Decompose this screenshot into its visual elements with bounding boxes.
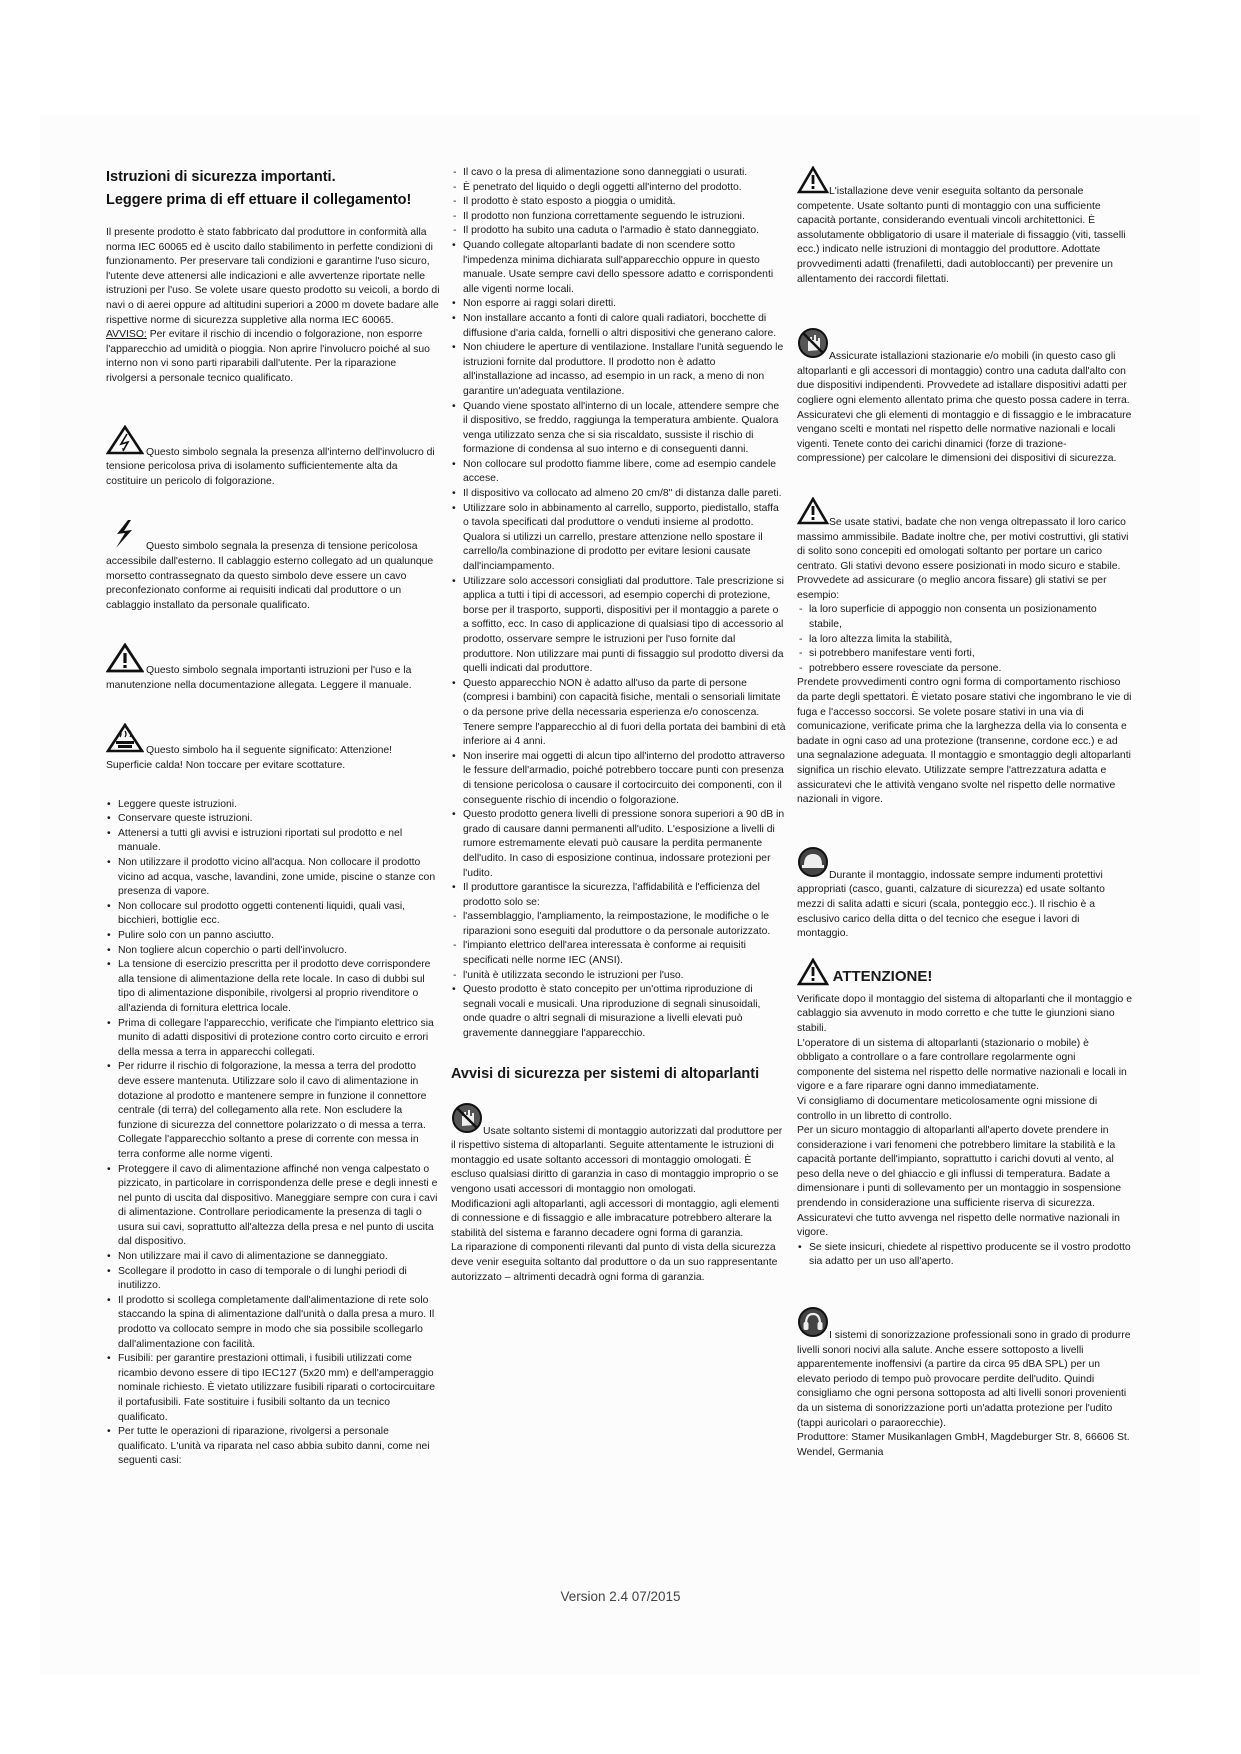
stands-tail-paragraph: Prendete provvedimenti contro ogni forma di comportamento rischioso da parte degli spettatori. È vietato posare stativi che ingombrano le vie di fuga e l'accesso soccorsi. Se volete posare stativi in una via di comunicazione, verificate prima che la larghezza della via lo consenta e badate in ogni caso ad una protezione (transenne, cordone ecc.) e ad una segnalazione adeguata. Il montaggio e smontaggio degli altoparlanti significa un rischio elevato. Utilizzate sempre l'attrezzatura adatta e assicuratevi che le attività vengano svolte nel rispetto delle normative nazionali in vigore.	[797, 677, 1132, 806]
list-item: - potrebbero essere rovesciate da persone.	[797, 662, 1132, 677]
column-right	[797, 166, 1132, 1460]
list-item: • Pulire solo con un panno asciutto.	[106, 929, 440, 944]
protective-gear-block	[797, 846, 1132, 942]
producer-address: Produttore: Stamer Musikanlagen GmbH, Magdeburger Str. 8, 66606 St. Wendel, Germania	[797, 1432, 1130, 1458]
list-item: - Il prodotto ha subito una caduta o l'armadio è stato danneggiato.	[451, 224, 786, 239]
avviso-paragraph	[106, 328, 440, 386]
instruction-list-last	[451, 983, 786, 1041]
list-item: • Quando viene spostato all'interno di un locale, attendere sempre che il dispositivo, se freddo, raggiunga la temperatura ambiente. Qualora venga utilizzato senza che si sia riscaldato, sussiste il rischio di formazione di condensa al suo interno e di conseguenti danni.	[451, 400, 786, 458]
list-item: • Non collocare sul prodotto oggetti contenenti liquidi, quali vasi, bicchieri, bottiglie ecc.	[106, 900, 440, 929]
attention-paragraph-4: Per un sicuro montaggio di altoparlanti all'aperto dovete prendere in considerazione i vari fenomeni che potrebbero limitare la stabilità e la capacità portante dell'impianto, soprattutto i carichi dovuti al vento, al peso della neve o del ghiaccio e gli influssi di temperatura. Badate a dimensionare i punti di sollevamento per un montaggio in sospensione prendendo in considerazione una sufficiente riserva di sicurezza. Assicuratevi che tutto avvenga nel rispetto delle normative nazionali in vigore.	[797, 1125, 1122, 1239]
column-left	[106, 166, 440, 1469]
no-touch-hand-icon	[797, 327, 829, 365]
symbol-4-text: Questo simbolo ha il seguente significato: Attenzione! Superficie calda! Non toccare per evitare scottature.	[106, 745, 393, 772]
list-item: • Non installare accanto a fonti di calore quali radiatori, bocchette di diffusione d'aria calda, fornelli o altri dispositivi che generano calore.	[451, 312, 786, 341]
version-footer: Version 2.4 07/2015	[560, 1589, 681, 1604]
avviso-label: AVVISO:	[106, 329, 147, 341]
speaker-safety-heading: Avvisi di sicurezza per sistemi di altoparlanti	[451, 1065, 760, 1082]
list-item: • Prima di collegare l'apparecchio, verificate che l'impianto elettrico sia munito di adatti dispositivi di protezione contro corto circuito e errori della messa a terra in apparecchi collegati.	[106, 1017, 440, 1061]
intro-paragraph: Il presente prodotto è stato fabbricato dal produttore in conformità alla norma IEC 60065 ed è uscito dallo stabilimento in perfette condizioni di funzionamento. Per preservare tali condizioni e garantirne l'uso sicuro, l'utente deve attenersi alle indicazioni e alle avvertenze riportate nelle istruzioni per l'uso. Se volete usare questo prodotto su veicoli, a bordo di navi o di aerei oppure ad altitudini superiori a 2000 m dovete badare alle rispettive norme di sicurezza suppletive alla norma IEC 60065.	[106, 227, 440, 326]
list-item: • Conservare queste istruzioni.	[106, 812, 440, 827]
list-item: • Proteggere il cavo di alimentazione affinché non venga calpestato o pizzicato, in particolare in corrispondenza delle prese e degli innesti e nel punto di uscita dal dispositivo. Maneggiare sempre con cura i cavi di alimentazione. Controllare periodicamente la presenza di tagli o usura sui cavi, soprattutto all'altezza della presa e nel punto di uscita dal dispositivo.	[106, 1163, 440, 1251]
list-item: - l'assemblaggio, l'ampliamento, la reimpostazione, le modifiche o le riparazioni sono eseguiti dal produttore o da personale autorizzato.	[451, 910, 786, 939]
symbol-3-text: Questo simbolo segnala importanti istruzioni per l'uso e la manutenzione nella documentazione allegata. Leggere il manuale.	[106, 665, 412, 691]
stands-block	[797, 497, 1132, 808]
list-item: - Il prodotto non funziona correttamente seguendo le istruzioni.	[451, 210, 786, 225]
list-item: • La tensione di esercizio prescritta per il prodotto deve corrispondere alla tensione di alimentazione della rete locale. In caso di dubbi sul tipo di alimentazione disponibile, rivolgersi al proprio rivenditore o all'azienda di fornitura elettrica locale.	[106, 958, 440, 1016]
stand-conditions-list	[797, 603, 1132, 676]
modifications-paragraph: Modificazioni agli altoparlanti, agli accessori di montaggio, agli elementi di connessione e di fissaggio e alle imbracature potrebbero alterare la stabilità del sistema e faranno decadere ogni forma di garanzia.	[451, 1198, 780, 1239]
warranty-conditions-list	[451, 910, 786, 983]
warning-triangle-icon	[797, 166, 829, 200]
list-item: • Il produttore garantisce la sicurezza, l'affidabilità e l'efficienza del prodotto solo se:	[451, 881, 786, 910]
list-item: • Non utilizzare il prodotto vicino all'acqua. Non collocare il prodotto vicino ad acqua, vasche, lavandini, zone umide, piscine o stanze con presenza di vapore.	[106, 856, 440, 900]
list-item: • Per tutte le operazioni di riparazione, rivolgersi a personale qualificato. L'unità va riparata nel caso abbia subito danni, come nei seguenti casi:	[106, 1425, 440, 1469]
hot-surface-icon	[106, 723, 144, 759]
list-item: • Il dispositivo va collocato ad almeno 20 cm/8" di distanza dalle pareti.	[451, 487, 786, 502]
list-item: - È penetrato del liquido o degli oggetti all'interno del prodotto.	[451, 181, 786, 196]
paragraph-text: Usate soltanto sistemi di montaggio autorizzati dal produttore per il rispettivo sistema di altoparlanti. Seguite attentamente le istruzioni di montaggio ed usate soltanto accessori di montaggio omologati. È escluso qualsiasi diritto di garanzia in caso di montaggio improprio o se vengono usati accessori di montaggio non omologati.	[451, 1125, 783, 1195]
list-item: • Fusibili: per garantire prestazioni ottimali, i fusibili utilizzati come ricambio devono essere di tipo IEC127 (5x20 mm) e dell'amperaggio nominale richiesto. È vietato utilizzare fusibili riparati o cortocircuitare il portafusibili. Fate sostituire i fusibili soltanto da un tecnico qualificato.	[106, 1352, 440, 1425]
list-item: • Attenersi a tutti gli avvisi e istruzioni riportati sul prodotto e nel manuale.	[106, 827, 440, 856]
list-item: - l'impianto elettrico dell'area interessata è conforme ai requisiti specificati nelle norme IEC (ANSI).	[451, 939, 786, 968]
damage-cases-list	[451, 166, 786, 239]
title-line-2: Leggere prima di eff ettuare il collegamento!	[106, 192, 412, 208]
warning-triangle-icon	[797, 958, 829, 993]
attention-heading	[797, 958, 1132, 993]
paragraph-text: L'istallazione deve venir eseguita soltanto da personale competente. Usate soltanto punti di montaggio con una sufficiente capacità portante, considerando eventuali vincoli architettonici. È assolutamente obbligatorio di usare il materiale di fissaggio (viti, tasselli ecc.) indicato nelle istruzioni di montaggio del produttore. Adottate provvedimenti adatti (frenafiletti, dadi autobloccanti) per prevenire un allentamento dei raccordi filettati.	[797, 186, 1126, 285]
lightning-bolt-icon	[106, 519, 144, 555]
symbol-1-text: Questo simbolo segnala la presenza all'interno dell'involucro di tensione pericolosa priva di isolamento sufficientemente alta da costituire un pericolo di folgorazione.	[106, 446, 435, 487]
symbol-hot-surface	[106, 723, 440, 773]
list-item: - si potrebbero manifestare venti forti,	[797, 647, 1132, 662]
outdoor-list	[797, 1241, 1132, 1270]
symbol-exclamation	[106, 643, 440, 693]
hearing-protection-icon	[797, 1306, 829, 1344]
list-item: • Utilizzare solo accessori consigliati dal produttore. Tale prescrizione si applica a tutti i tipi di accessori, ad esempio coperchi di protezione, borse per il trasporto, supporti, dispositivi per il montaggio a parete o a soffitto, ecc. In caso di applicazione di qualsiasi tipo di accessorio al prodotto, osservare sempre le istruzioni per l'uso fornite dal produttore. Non utilizzare mai punti di fissaggio sul prodotto diversi da quelli indicati dal produttore.	[451, 575, 786, 677]
list-item: • Se siete insicuri, chiedete al rispettivo producente se il vostro prodotto sia adatto per un uso all'aperto.	[797, 1241, 1132, 1270]
list-item: • Non collocare sul prodotto fiamme libere, come ad esempio candele accese.	[451, 458, 786, 487]
list-item: • Non esporre ai raggi solari diretti.	[451, 297, 786, 312]
list-item: • Scollegare il prodotto in caso di temporale o di lunghi periodi di inutilizzo.	[106, 1265, 440, 1294]
list-item: • Leggere queste istruzioni.	[106, 798, 440, 813]
list-item: • Non togliere alcun coperchio o parti dell'involucro.	[106, 944, 440, 959]
list-item: - Il prodotto è stato esposto a pioggia o umidità.	[451, 195, 786, 210]
attention-block	[797, 958, 1132, 1270]
attention-paragraph-3: Vi consigliamo di documentare meticolosamente ogni missione di controllo in un libretto di controllo.	[797, 1095, 1098, 1122]
list-item: - la loro superficie di appoggio non consenta un posizionamento stabile,	[797, 603, 1132, 632]
list-item: • Questo apparecchio NON è adatto all'uso da parte di persone (compresi i bambini) con capacità fisiche, mentali o sensoriali limitate o da persone prive della necessaria esperienza e/o conoscenza. Tenere sempre l'apparecchio al di fuori della portata dei bambini di età inferiore ai 4 anni.	[451, 677, 786, 750]
hearing-block	[797, 1306, 1132, 1460]
list-item: • Il prodotto si scollega completamente dall'alimentazione di rete solo staccando la spina di alimentazione dall'unità o dalla presa a muro. Il prodotto va collocato sempre in modo che sia possibile scollegarlo dall'alimentazione con facilità.	[106, 1294, 440, 1352]
exclamation-triangle-icon	[106, 643, 144, 679]
attention-title: ATTENZIONE!	[832, 967, 933, 985]
speaker-mounting-paragraph	[451, 1102, 786, 1198]
installation-block	[797, 166, 1132, 287]
safety-helmet-icon	[797, 846, 829, 884]
symbol-2-text: Questo simbolo segnala la presenza di tensione pericolosa accessibile dall'esterno. Il cablaggio esterno collegato ad un qualunque morsetto contrassegnato da questo simbolo deve essere un cavo preconfezionato conforme ai requisiti indicati dal produttore o un cablaggio installato da personale qualificato.	[106, 541, 434, 611]
list-item: • Questo prodotto genera livelli di pressione sonora superiori a 90 dB in grado di causare danni permanenti all'udito. L'esposizione a livelli di rumore estremamente elevati può causare la perdita permanente dell'udito. In caso di esposizione continua, indossare protezioni per l'udito.	[451, 808, 786, 881]
title-line-1: Istruzioni di sicurezza importanti.	[106, 169, 336, 185]
warning-triangle-icon	[797, 497, 829, 531]
instruction-list	[106, 798, 440, 1469]
repair-paragraph: La riparazione di componenti rilevanti dal punto di vista della sicurezza deve venir eseguita soltanto dal produttore o da un suo rappresentante autorizzato – altrimenti decadrà ogni forma di garanzia.	[451, 1242, 778, 1283]
list-item: • Quando collegate altoparlanti badate di non scendere sotto l'impedenza minima dichiarata sull'apparecchio oppure in questo manuale. Usate sempre cavi dello spessore adatto e corrispondenti alle vigenti norme locali.	[451, 239, 786, 297]
no-touch-hand-icon	[451, 1102, 483, 1140]
list-item: • Non inserire mai oggetti di alcun tipo all'interno del prodotto attraverso le fessure dell'armadio, poiché potrebbero toccare punti con presenza di tensione pericolosa o causare il cortocircuito dei componenti, con il conseguente rischio di incendio o folgorazione.	[451, 750, 786, 808]
list-item: • Questo prodotto è stato concepito per un'ottima riproduzione di segnali vocali e musicali. Una riproduzione di segnali sinusoidali, onde quadre o altri segnali di misurazione a livelli elevati può gravemente danneggiare l'apparecchio.	[451, 983, 786, 1041]
paragraph-text: Durante il montaggio, indossate sempre indumenti protettivi appropriati (casco, guanti, calzature di sicurezza) ed usate soltanto mezzi di salita adatti e sicuri (scala, ponteggio ecc.). Il rischio è a esclusivo carico della ditta o del tecnico che esegue i lavori di montaggio.	[797, 869, 1105, 940]
list-item: • Per ridurre il rischio di folgorazione, la messa a terra del prodotto deve essere mantenuta. Utilizzare solo il cavo di alimentazione in dotazione al prodotto e mantenere sempre in funzione il connettore centrale (di terra) del collegamento alla rete. Non escludere la funzione di sicurezza del connettore polarizzato o di messa a terra. Collegate l'apparecchio soltanto a prese di corrente con messa in terra conforme alle norme vigenti.	[106, 1060, 440, 1162]
symbol-lightning	[106, 519, 440, 613]
list-item: - l'unità è utilizzata secondo le istruzioni per l'uso.	[451, 969, 786, 984]
lightning-triangle-icon	[106, 425, 144, 461]
list-item: • Utilizzare solo in abbinamento al carrello, supporto, piedistallo, staffa o tavola specificati dal produttore o venduti insieme al prodotto. Qualora si utilizzi un carrello, prestare attenzione nello spostare il carrello/la combinazione di prodotto per evitare lesioni causate dall'inciampamento.	[451, 502, 786, 575]
instruction-list-continued	[451, 239, 786, 910]
fall-protection-block	[797, 327, 1132, 467]
paragraph-text: I sistemi di sonorizzazione professionali sono in grado di produrre livelli sonori nocivi alla salute. Anche essere sottoposto a livelli apparentemente inoffensivi (a partire da circa 95 dBA SPL) per un elevato periodo di tempo può provocare perdite dell'udito. Quindi consigliamo che ogni persona sottoposta ad alti livelli sonori provenienti da un sistema di sonorizzazione porti un'adatta protezione per l'udito (tappi auricolari o paraorecchie).	[797, 1330, 1131, 1429]
list-item: • Non chiudere le aperture di ventilazione. Installare l'unità seguendo le istruzioni fornite dal produttore. Il prodotto non è adatto all'installazione ad incasso, ad esempio in un rack, a meno di non garantire un'adeguata ventilazione.	[451, 341, 786, 399]
attention-paragraph-2: L'operatore di un sistema di altoparlanti (stazionario o mobile) è obbligato a controllare o a fare controllare regolarmente ogni componente del sistema nel rispetto delle normative nazionali e locali in vigore e a fare riparare ogni danno immediatamente.	[797, 1037, 1127, 1093]
symbol-lightning-triangle	[106, 425, 440, 490]
avviso-text: Per evitare il rischio di incendio o folgorazione, non esporre l'apparecchio ad umidità o pioggia. Non aprire l'involucro poiché al suo interno non vi sono parti riparabili dall'utente. Per la riparazione rivolgersi a personale tecnico qualificato.	[106, 329, 430, 384]
attention-paragraph-1: Verificate dopo il montaggio del sistema di altoparlanti che il montaggio e cablaggio sia avvenuto in modo corretto e che tutte le giunzioni siano stabili.	[797, 993, 1133, 1034]
column-middle	[451, 166, 786, 1285]
list-item: - Il cavo o la presa di alimentazione sono danneggiati o usurati.	[451, 166, 786, 181]
paragraph-text: Assicurate istallazioni stazionarie e/o mobili (in questo caso gli altoparlanti e gli accessori di montaggio) contro una caduta dall'alto con due dispositivi indipendenti. Provvedete ad istallare dispositivi adatti per cogliere ogni elemento allentato prima che questo possa cadere in terra. Assicuratevi che gli elementi di montaggio e di fissaggio e le imbracature vengano scelti e montati nel rispetto delle normative nazionali e locali vigenti. Tenete conto dei carichi dinamici (forze di trazione-compressione) per calcolare le dimensioni dei dispositivi di sicurezza.	[797, 351, 1132, 465]
paragraph-text: Se usate stativi, badate che non venga oltrepassato il loro carico massimo ammissibile. Badate inoltre che, per motivi costruttivi, gli stativi di solito sono concepiti ed omologati soltanto per portare un carico centrato. Gli stativi devono essere posizionati in modo sicuro e stabile. Provvedete ad assicurare (o meglio ancora fissare) gli stativi se per esempio:	[797, 516, 1129, 601]
list-item: • Non utilizzare mai il cavo di alimentazione se danneggiato.	[106, 1250, 440, 1265]
list-item: - la loro altezza limita la stabilità,	[797, 633, 1132, 648]
